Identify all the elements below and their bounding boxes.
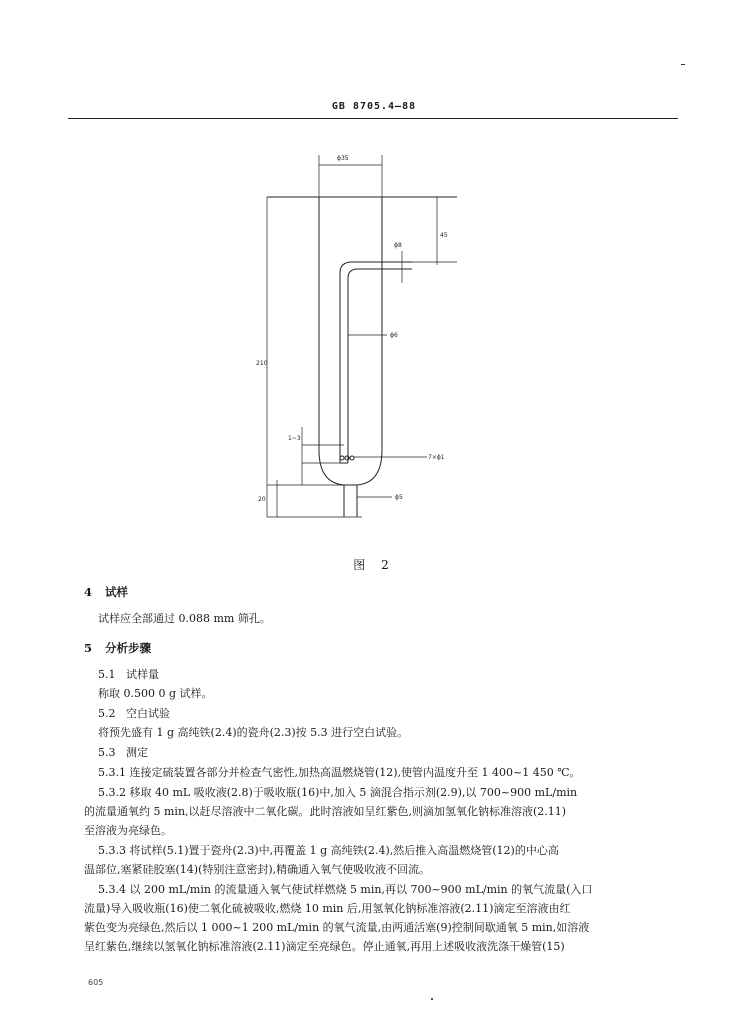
tube-bottom bbox=[319, 450, 382, 485]
clause-5-3-4-line-3: 紫色变为亮绿色,然后以 1 000~1 200 mL/min 的氧气流量,由两通活塞(9)控制间歇通氧 5 min,如溶液 bbox=[84, 921, 590, 934]
clause-5-3-4-line-1: 5.3.4 以 200 mL/min 的流量通入氧气使试样燃烧 5 min,再以 700~900 mL/min 的氧气流量(入口 bbox=[98, 883, 593, 896]
clause-5-1-body: 称取 0.500 0 g 试样。 bbox=[98, 687, 213, 700]
page-number: 605 bbox=[88, 978, 104, 987]
hole-mark bbox=[340, 456, 344, 460]
clause-5-1-heading bbox=[98, 668, 159, 682]
scan-speck bbox=[431, 998, 433, 1000]
clause-5-3-2-line-3: 至溶液为亮绿色。 bbox=[84, 824, 172, 837]
section-4-heading bbox=[84, 584, 128, 600]
inlet-tube-inner bbox=[348, 269, 412, 463]
clause-title: 试样量 bbox=[126, 668, 159, 681]
clause-5-3-2-line-2: 的流量通氧约 5 min,以赶尽溶液中二氧化碳。此时溶液如呈红紫色,则滴加氢氧化钠标准溶液(2.11) bbox=[84, 805, 567, 818]
figure-2-drawing bbox=[252, 145, 492, 525]
clause-5-3-heading bbox=[98, 746, 148, 760]
dim-45-label: 45 bbox=[440, 232, 448, 239]
standard-header: GB 8705.4—88 bbox=[331, 101, 417, 112]
dim-d8-label: ϕ8 bbox=[394, 242, 402, 249]
clause-5-2-heading bbox=[98, 707, 170, 721]
clause-5-3-1: 5.3.1 连接定硫装置各部分并检查气密性,加热高温燃烧管(12),使管内温度升至 1 400~1 450 ℃。 bbox=[98, 766, 581, 779]
section-4-body: 试样应全部通过 0.088 mm 筛孔。 bbox=[98, 612, 271, 625]
section-title: 试样 bbox=[105, 585, 128, 599]
dim-210-label: 210 bbox=[256, 360, 268, 367]
clause-5-3-3-line-1: 5.3.3 将试样(5.1)置于瓷舟(2.3)中,再覆盖 1 g 高纯铁(2.4),然后推入高温燃烧管(12)的中心高 bbox=[98, 844, 559, 857]
dim-d5-label: ϕ5 bbox=[395, 494, 403, 501]
section-number: 5 bbox=[84, 641, 93, 655]
hole-mark bbox=[350, 456, 354, 460]
margin-mark bbox=[681, 64, 685, 65]
clause-5-3-4-line-2: 流量)导入吸收瓶(16)使二氧化硫被吸收,燃烧 10 min 后,用氢氧化钠标准溶液(2.11)滴定至溶液由红 bbox=[84, 902, 571, 915]
clause-5-3-2-line-1: 5.3.2 移取 40 mL 吸收液(2.8)于吸收瓶(16)中,加入 5 滴混合指示剂(2.9),以 700~900 mL/min bbox=[98, 786, 578, 799]
absorption-tube-diagram bbox=[252, 145, 492, 525]
clause-5-3-3-line-2: 温部位,塞紧硅胶塞(14)(特别注意密封),精确通入氧气使吸收液不回流。 bbox=[84, 863, 431, 876]
header-rule bbox=[68, 118, 678, 119]
clause-number: 5.1 bbox=[98, 668, 116, 681]
clause-5-2-body: 将预先盛有 1 g 高纯铁(2.4)的瓷舟(2.3)按 5.3 进行空白试验。 bbox=[98, 726, 409, 739]
section-5-heading bbox=[84, 640, 151, 656]
dim-1-3-label: 1~3 bbox=[288, 435, 301, 442]
clause-5-3-4-line-4: 呈红紫色,继续以氢氧化钠标准溶液(2.11)滴定至亮绿色。停止通氧,再用上述吸收液洗涤干燥管(15) bbox=[84, 940, 565, 953]
dim-holes-label: 7×ϕ1 bbox=[428, 454, 445, 461]
section-title: 分析步骤 bbox=[105, 641, 151, 655]
dim-d6-label: ϕ6 bbox=[390, 332, 398, 339]
clause-number: 5.3 bbox=[98, 746, 116, 759]
figure-caption: 图 2 bbox=[353, 558, 395, 572]
clause-title: 空白试验 bbox=[126, 707, 170, 720]
inlet-tube-outer bbox=[340, 262, 412, 463]
section-number: 4 bbox=[84, 585, 93, 599]
dim-d35-label: ϕ35 bbox=[337, 155, 349, 162]
clause-title: 测定 bbox=[126, 746, 148, 759]
dim-20-label: 20 bbox=[258, 496, 266, 503]
clause-number: 5.2 bbox=[98, 707, 116, 720]
